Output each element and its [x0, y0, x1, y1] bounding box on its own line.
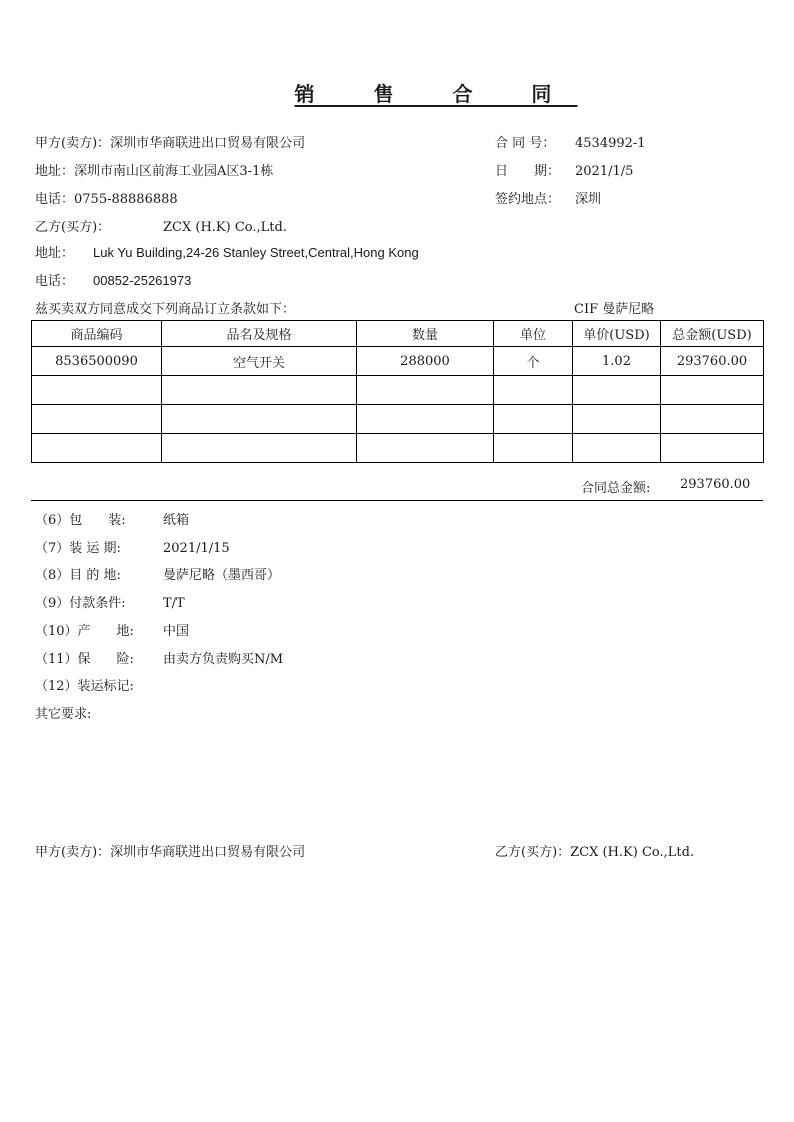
- term-value: 由卖方负责购买N/M: [163, 652, 284, 667]
- cell-hs-code: [32, 405, 162, 434]
- cell-unit: [494, 405, 573, 434]
- trade-term: CIF 曼萨尼略: [574, 302, 655, 317]
- cell-unit-price: [573, 434, 661, 463]
- term-line: [35, 648, 283, 667]
- header-hs-code: 商品编码: [32, 321, 162, 347]
- term-label: （7）装 运 期:: [35, 541, 121, 556]
- term-line: [35, 620, 189, 639]
- table-row: [32, 376, 764, 405]
- contract-number: 4534992-1: [575, 136, 646, 151]
- term-label: （12）装运标记:: [35, 679, 134, 694]
- cell-hs-code: [32, 434, 162, 463]
- seller-address-label: 地址：: [35, 164, 75, 179]
- table-row: [32, 405, 764, 434]
- term-value: T/T: [163, 596, 185, 611]
- buyer-address-label: 地址：: [35, 246, 75, 261]
- term-line: [35, 675, 163, 694]
- term-line: [35, 592, 185, 611]
- buyer-phone: 00852-25261973: [93, 273, 192, 288]
- cell-quantity: [357, 434, 494, 463]
- term-label: （10）产 地:: [35, 624, 134, 639]
- contract-place-label: 签约地点：: [495, 192, 561, 207]
- contract-number-label: 合 同 号：: [495, 136, 556, 151]
- cell-quantity: 288000: [357, 347, 494, 376]
- total-value: 293760.00: [680, 477, 751, 492]
- cell-product-name: [162, 434, 357, 463]
- cell-total-amount: [661, 434, 764, 463]
- cell-unit: 个: [494, 347, 573, 376]
- total-label: 合同总金额:: [581, 481, 651, 496]
- goods-table: [31, 320, 764, 463]
- seller-phone-label: 电话：: [35, 192, 75, 207]
- buyer-phone-label: 电话：: [35, 274, 75, 289]
- table-row: [32, 434, 764, 463]
- cell-quantity: [357, 405, 494, 434]
- cell-total-amount: [661, 405, 764, 434]
- other-requirements: 其它要求:: [35, 707, 92, 722]
- term-line: [35, 564, 280, 583]
- cell-unit-price: [573, 405, 661, 434]
- contract-date-line: [495, 160, 633, 179]
- term-value: 纸箱: [163, 513, 190, 528]
- term-value: 中国: [163, 624, 190, 639]
- seller-line: [35, 132, 305, 151]
- buyer-line: [35, 216, 287, 235]
- cell-unit: [494, 376, 573, 405]
- term-label: （11）保 险:: [35, 652, 134, 667]
- term-value: 2021/1/15: [163, 541, 230, 556]
- cell-unit: [494, 434, 573, 463]
- seller-name: 深圳市华商联进出口贸易有限公司: [110, 136, 306, 151]
- header-total-amount: 总金额(USD): [661, 321, 764, 347]
- buyer-address: Luk Yu Building,24-26 Stanley Street,Central,Hong Kong: [93, 245, 419, 260]
- cell-product-name: 空气开关: [162, 347, 357, 376]
- cell-total-amount: 293760.00: [661, 347, 764, 376]
- total-divider: [31, 500, 763, 501]
- term-line: [35, 537, 230, 556]
- cell-hs-code: [32, 376, 162, 405]
- seller-phone-line: [35, 188, 178, 207]
- document-title: 销 售 合 同: [294, 82, 578, 106]
- cell-total-amount: [661, 376, 764, 405]
- contract-number-line: [495, 132, 646, 151]
- intro-text: 兹买卖双方同意成交下列商品订立条款如下：: [35, 302, 296, 317]
- cell-hs-code: 8536500090: [32, 347, 162, 376]
- buyer-phone-line: [35, 270, 191, 289]
- table-row: [32, 347, 764, 376]
- contract-date: 2021/1/5: [575, 164, 634, 179]
- term-label: （9）付款条件:: [35, 596, 126, 611]
- header-quantity: 数量: [357, 321, 494, 347]
- contract-date-label: 日 期：: [495, 164, 561, 179]
- cell-unit-price: [573, 376, 661, 405]
- header-unit-price: 单价(USD): [573, 321, 661, 347]
- footer-buyer: 乙方(买方)：ZCX (H.K) Co.,Ltd.: [495, 845, 695, 860]
- cell-quantity: [357, 376, 494, 405]
- footer-seller: 甲方(卖方)：深圳市华商联进出口贸易有限公司: [35, 845, 306, 860]
- term-value: 曼萨尼略（墨西哥）: [163, 568, 281, 583]
- buyer-address-line: [35, 242, 419, 261]
- buyer-label: 乙方(买方)：: [35, 220, 111, 235]
- term-line: [35, 509, 189, 528]
- seller-address-line: [35, 160, 273, 179]
- seller-address: 深圳市南山区前海工业园A区3-1栋: [74, 164, 274, 179]
- cell-product-name: [162, 376, 357, 405]
- contract-place-line: [495, 188, 601, 207]
- term-label: （8）目 的 地:: [35, 568, 121, 583]
- cell-product-name: [162, 405, 357, 434]
- seller-label: 甲方(卖方)：: [35, 136, 111, 151]
- term-label: （6）包 装:: [35, 513, 126, 528]
- header-unit: 单位: [494, 321, 573, 347]
- contract-place: 深圳: [575, 192, 602, 207]
- cell-unit-price: 1.02: [573, 347, 661, 376]
- seller-phone: 0755-88886888: [74, 192, 178, 207]
- table-header-row: [32, 321, 764, 347]
- header-product-name: 品名及规格: [162, 321, 357, 347]
- buyer-name: ZCX (H.K) Co.,Ltd.: [163, 220, 287, 235]
